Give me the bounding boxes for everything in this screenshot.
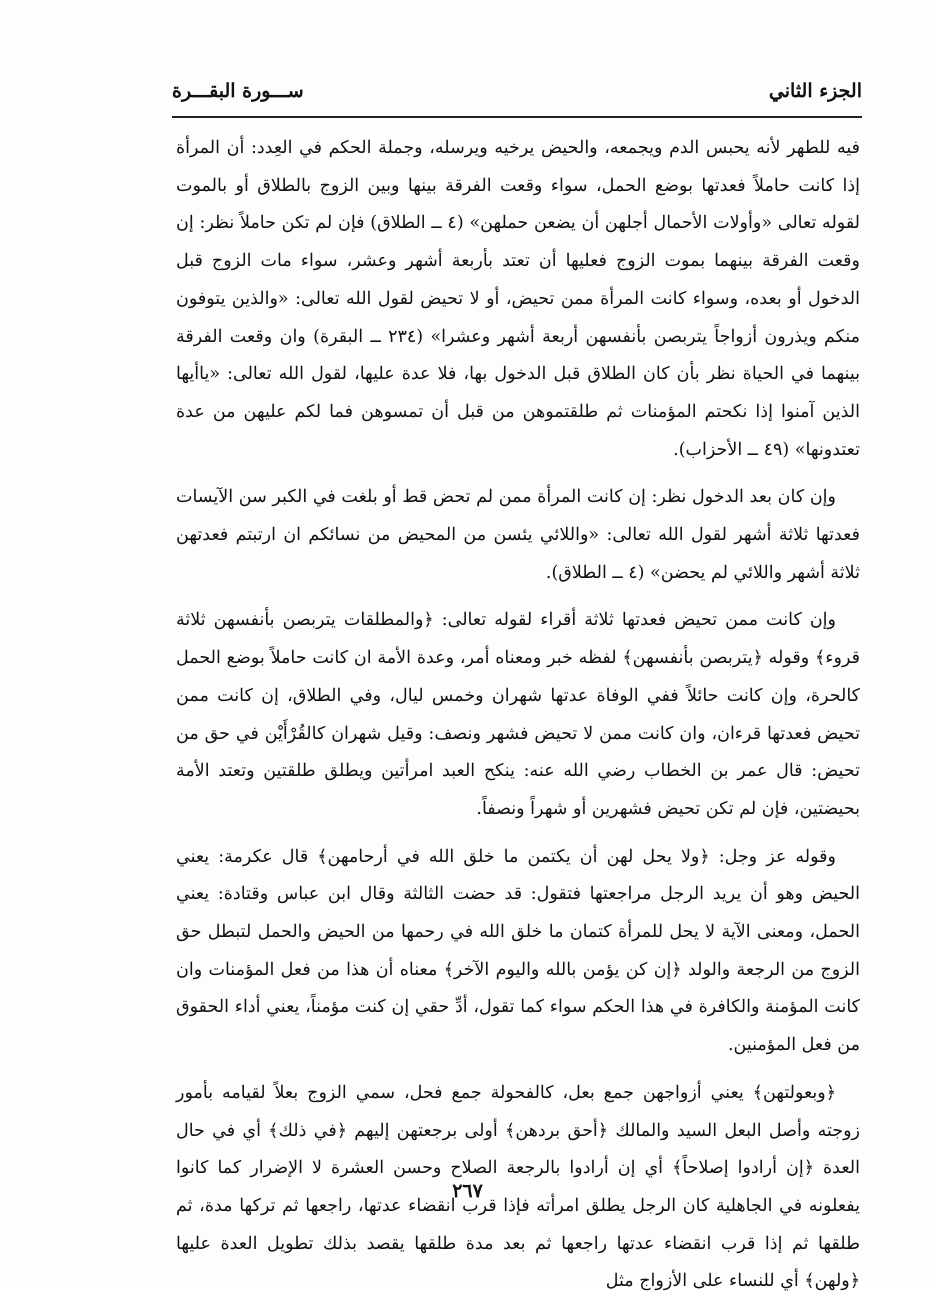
paragraph-2: وإن كان بعد الدخول نظر: إن كانت المرأة ممن لم تحض قط أو بلغت في الكبر سن الآيسات فعدتها ثلاثة أشهر لقول الله تعالى: «واللائي يئسن من المحيض من نسائكم ان ارتبتم فعدتهن ثلاثة أشهر واللائي لم يحضن» (٤ ــ الطلاق). [176, 487, 860, 583]
paragraph-4: وقوله عز وجل: ﴿ولا يحل لهن أن يكتمن ما خلق الله في أرحامهن﴾ قال عكرمة: يعني الحيض وهو أن يريد الرجل مراجعتها فتقول: قد حضت الثالثة وقال ابن عباس وقتادة: يعني الحمل، ومعنى الآية لا يحل للمرأة كتمان ما خلق الله في رحمها من الحيض والحمل لتبطل حق الزوج من الرجعة والولد ﴿إن كن يؤمن بالله واليوم الآخر﴾ معناه أن هذا من فعل المؤمنات وان كانت المؤمنة والكافرة في هذا الحكم سواء كما تقول، أدِّ حقي إن كنت مؤمناً، يعني أداء الحقوق من فعل المؤمنين. [176, 846, 860, 1056]
running-header [172, 76, 862, 106]
paragraph-1: فيه للطهر لأنه يحبس الدم ويجمعه، والحيض يرخيه ويرسله، وجملة الحكم في العِدد: أن المرأة إذا كانت حاملاً فعدتها بوضع الحمل، سواء وقعت الفرقة بينها وبين الزوج بالطلاق أو بالموت لقوله تعالى «وأولات الأحمال أجلهن أن يضعن حملهن» (٤ ــ الطلاق) فإن لم تكن حاملاً نظر: إن وقعت الفرقة بينهما بموت الزوج فعليها أن تعتد بأربعة أشهر وعشر، سواء مات الزوج قبل الدخول أو بعده، وسواء كانت المرأة ممن تحيض، أو لا تحيض لقول الله تعالى: «والذين يتوفون منكم ويذرون أزواجاً يتربصن بأنفسهن أربعة أشهر وعشرا» (٢٣٤ ــ البقرة) وان وقعت الفرقة بينهما في الحياة نظر بأن كان الطلاق قبل الدخول بها، فلا عدة عليها، لقول الله تعالى: «ياأيها الذين آمنوا إذا نكحتم المؤمنات ثم طلقتموهن من قبل أن تمسوهن فما لكم عليهن من عدة تعتدونها» (٤٩ ــ الأحزاب). [176, 138, 861, 460]
page-body [176, 130, 860, 1311]
page-number: ٢٦٧ [452, 1180, 483, 1202]
surah-title: ســـورة البقـــرة [172, 80, 304, 102]
paragraph-5: ﴿وبعولتهن﴾ يعني أزواجهن جمع بعل، كالفحولة جمع فحل، سمي الزوج بعلاً لقيامه بأمور زوجته وأصل البعل السيد والمالك ﴿أحق بردهن﴾ أولى برجعتهن إليهم ﴿في ذلك﴾ أي في حال العدة ﴿إن أرادوا إصلاحاً﴾ أي إن أرادوا بالرجعة الصلاح وحسن العشرة لا الإضرار كما كانوا يفعلونه في الجاهلية كان الرجل يطلق امرأته فإذا قرب انقضاء عدتها، راجعها ثم تركها مدة، ثم طلقها ثم إذا قرب انقضاء عدتها راجعها ثم بعد مدة طلقها يقصد بذلك تطويل العدة عليها ﴿ولهن﴾ أي للنساء على الأزواج مثل [176, 1082, 860, 1292]
part-title: الجزء الثاني [768, 80, 862, 102]
header-divider [172, 116, 862, 118]
paragraph-3: وإن كانت ممن تحيض فعدتها ثلاثة أقراء لقوله تعالى: ﴿والمطلقات يتربصن بأنفسهن ثلاثة قروء﴾ وقوله ﴿يتربصن بأنفسهن﴾ لفظه خبر ومعناه أمر، وعدة الأمة ان كانت حاملاً بوضع الحمل كالحرة، وإن كانت حائلاً ففي الوفاة عدتها شهران وخمس ليال، وفي الطلاق، إن كانت ممن تحيض فعدتها قرءان، وان كانت ممن لا تحيض فشهر ونصف: وقيل شهران كالقُرْأَيْن في حق من تحيض: قال عمر بن الخطاب رضي الله عنه: ينكح العبد امرأتين ويطلق طلقتين وتعتد الأمة بحيضتين، فإن لم تكن تحيض فشهرين أو شهراً ونصفاً. [176, 610, 860, 819]
